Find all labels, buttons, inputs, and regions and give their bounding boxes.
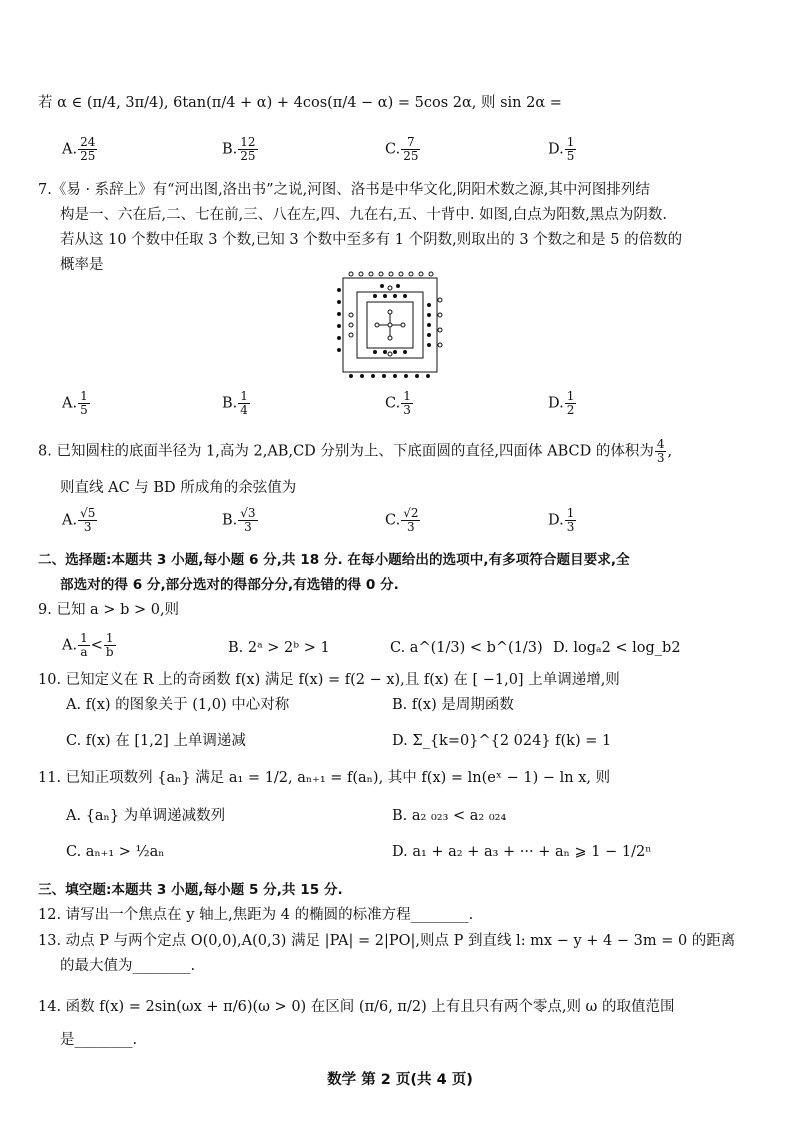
q9-option-c: C. a^(1/3) < b^(1/3) xyxy=(390,640,543,656)
frac-num: 4 xyxy=(656,437,665,451)
white-dot xyxy=(419,272,423,276)
section-2-heading-line-1: 二、选择题:本题共 3 小题,每小题 6 分,共 18 分. 在每小题给出的选项中,有多项符合题目要求,全 xyxy=(38,552,630,568)
question-14-line-1: 14. 函数 f(x) = 2sin(ωx + π/6)(ω > 0) 在区间 (π/6, π/2) 上有且只有两个零点,则 ω 的取值范围 xyxy=(38,999,675,1015)
frac-den: 3 xyxy=(403,403,411,417)
option-label: A. xyxy=(62,141,78,158)
q8-option-d xyxy=(548,507,577,534)
option-label: C. xyxy=(385,512,401,529)
black-dot xyxy=(371,374,375,378)
white-dot xyxy=(388,310,392,314)
white-dot xyxy=(349,333,353,337)
q11-option-b: B. a₂ ₀₂₃ < a₂ ₀₂₄ xyxy=(392,808,507,824)
q7-option-b xyxy=(222,390,251,417)
black-dot xyxy=(393,294,397,298)
question-7-line-2: 构是一、六在后,二、七在前,三、八在左,四、九在右,五、十背中. 如图,白点为阳数,黑点为阴数. xyxy=(60,207,667,223)
q8-stem-comma: , xyxy=(667,443,673,460)
white-dot xyxy=(379,272,383,276)
question-12: 12. 请写出一个焦点在 y 轴上,焦距为 4 的椭圆的标准方程________. xyxy=(38,907,474,923)
white-dot xyxy=(349,313,353,317)
option-label: D. xyxy=(548,141,564,158)
frac-num: 1 xyxy=(80,389,88,403)
black-dot xyxy=(427,343,431,347)
black-dot xyxy=(427,333,431,337)
white-dot xyxy=(429,272,433,276)
frac-den: 3 xyxy=(407,520,415,534)
frac-num: √3 xyxy=(240,506,256,520)
black-dot xyxy=(427,313,431,317)
q11-option-c: C. aₙ₊₁ > ½aₙ xyxy=(66,844,165,860)
black-dot xyxy=(337,288,341,292)
white-dot xyxy=(369,272,373,276)
relation-symbol: < xyxy=(90,637,103,654)
question-7-line-1: 7.《易 · 系辞上》有“河出图,洛出书”之说,河图、洛书是中华文化,阴阳术数之源,其中河图排列结 xyxy=(38,182,650,198)
black-dot xyxy=(337,312,341,316)
frac-num: 1 xyxy=(240,389,248,403)
question-13-line-1: 13. 动点 P 与两个定点 O(0,0),A(0,3) 满足 |PA| = 2|PO|,则点 P 到直线 l: mx − y + 4 − 3m = 0 的距离 xyxy=(38,933,736,949)
black-dot xyxy=(393,350,397,354)
white-dot xyxy=(375,323,379,327)
white-dot xyxy=(399,272,403,276)
black-dot xyxy=(337,348,341,352)
black-dot xyxy=(403,350,407,354)
frac-den: 25 xyxy=(240,149,256,163)
black-dot xyxy=(393,374,397,378)
q8-option-a xyxy=(62,507,98,534)
white-dot xyxy=(409,272,413,276)
white-dot xyxy=(438,313,442,317)
q6-option-c xyxy=(385,136,421,163)
section-2-heading-line-2: 部选对的得 6 分,部分选对的得部分分,有选错的得 0 分. xyxy=(60,577,399,593)
white-dot xyxy=(388,336,392,340)
black-dot xyxy=(404,374,408,378)
option-label: C. xyxy=(385,395,401,412)
frac-den: b xyxy=(105,645,114,659)
q8-stem-text: 8. 已知圆柱的底面半径为 1,高为 2,AB,CD 分别为上、下底面圆的直径,四面体 ABCD 的体积为 xyxy=(38,443,654,460)
white-dot xyxy=(438,298,442,302)
frac-den: 5 xyxy=(80,403,88,417)
section-3-heading: 三、填空题:本题共 3 小题,每小题 5 分,共 15 分. xyxy=(38,882,343,898)
question-8-line-1 xyxy=(38,438,672,465)
frac-num: 1 xyxy=(80,631,88,645)
frac-num: 1 xyxy=(566,506,575,520)
black-dot xyxy=(337,324,341,328)
frac-den: 3 xyxy=(566,520,575,534)
question-13-line-2: 的最大值为________. xyxy=(60,958,196,974)
black-dot xyxy=(427,323,431,327)
frac-num: 1 xyxy=(566,389,575,403)
black-dot xyxy=(373,350,377,354)
black-dot xyxy=(380,284,384,288)
white-dot xyxy=(359,272,363,276)
q9-option-a xyxy=(62,632,117,659)
question-11-stem: 11. 已知正项数列 {aₙ} 满足 a₁ = 1/2, aₙ₊₁ = f(aₙ), 其中 f(x) = ln(eˣ − 1) − ln x, 则 xyxy=(38,770,611,786)
q11-option-a: A. {aₙ} 为单调递减数列 xyxy=(66,808,226,824)
white-dot xyxy=(438,328,442,332)
question-10-stem: 10. 已知定义在 R 上的奇函数 f(x) 满足 f(x) = f(2 − x),且 f(x) 在 [ −1,0] 上单调递增,则 xyxy=(38,672,620,688)
q6-option-a xyxy=(62,136,98,163)
black-dot xyxy=(383,350,387,354)
q10-option-d: D. Σ_{k=0}^{2 024} f(k) = 1 xyxy=(392,733,612,749)
question-8-line-2: 则直线 AC 与 BD 所成角的余弦值为 xyxy=(60,480,297,496)
black-dot xyxy=(337,300,341,304)
q7-option-c xyxy=(385,390,414,417)
question-14-line-2: 是________. xyxy=(60,1032,138,1048)
white-dot xyxy=(438,343,442,347)
white-dot xyxy=(349,272,353,276)
q6-option-b xyxy=(222,136,259,163)
option-label: D. xyxy=(548,512,564,529)
hetu-diagram xyxy=(335,270,445,380)
option-label: B. xyxy=(222,395,238,412)
question-9-stem: 9. 已知 a > b > 0,则 xyxy=(38,602,180,618)
black-dot xyxy=(373,294,377,298)
q9-option-b: B. 2ᵃ > 2ᵇ > 1 xyxy=(228,640,330,656)
white-dot xyxy=(388,352,392,356)
frac-den: 25 xyxy=(80,149,96,163)
option-label: A. xyxy=(62,512,78,529)
black-dot xyxy=(383,294,387,298)
option-label: A. xyxy=(62,637,78,654)
frac-den: 25 xyxy=(403,149,419,163)
question-6-stem: 若 α ∈ (π/4, 3π/4), 6tan(π/4 + α) + 4cos(π/4 − α) = 5cos 2α, 则 sin 2α = xyxy=(38,95,562,111)
q11-option-d: D. a₁ + a₂ + a₃ + ··· + aₙ ⩾ 1 − 1/2ⁿ xyxy=(392,844,652,860)
frac-num: 7 xyxy=(401,136,420,150)
frac-den: 4 xyxy=(240,403,248,417)
question-7-line-4: 概率是 xyxy=(60,257,104,273)
black-dot xyxy=(426,374,430,378)
black-dot xyxy=(360,374,364,378)
black-dot xyxy=(382,374,386,378)
q8-option-c xyxy=(385,507,421,534)
white-dot xyxy=(389,272,393,276)
frac-den: 3 xyxy=(656,451,665,465)
frac-den: a xyxy=(80,645,88,659)
frac-num: 1 xyxy=(403,389,411,403)
option-label: B. xyxy=(222,512,238,529)
option-label: A. xyxy=(62,395,78,412)
q7-option-a xyxy=(62,390,91,417)
black-dot xyxy=(349,374,353,378)
white-dot xyxy=(401,323,405,327)
black-dot xyxy=(396,284,400,288)
frac-num: 12 xyxy=(240,135,256,149)
option-label: D. xyxy=(548,395,564,412)
option-label: C. xyxy=(385,141,401,158)
frac-num: 24 xyxy=(80,135,96,149)
white-dot xyxy=(388,323,392,327)
frac-den: 5 xyxy=(566,149,575,163)
frac-num: √2 xyxy=(403,506,419,520)
frac-den: 3 xyxy=(83,520,92,534)
black-dot xyxy=(427,303,431,307)
q6-option-d xyxy=(548,136,577,163)
q10-option-a: A. f(x) 的图象关于 (1,0) 中心对称 xyxy=(66,697,290,713)
q9-option-d: D. logₐ2 < log_b2 xyxy=(553,640,681,656)
page-footer: 数学 第 2 页(共 4 页) xyxy=(327,1072,473,1088)
q10-option-b: B. f(x) 是周期函数 xyxy=(392,697,514,713)
frac-num: 1 xyxy=(104,632,116,646)
frac-num: 1 xyxy=(566,135,575,149)
question-7-line-3: 若从这 10 个数中任取 3 个数,已知 3 个数中至多有 1 个阴数,则取出的 3 个数之和是 5 的倍数的 xyxy=(60,232,683,248)
option-label: B. xyxy=(222,141,238,158)
white-dot xyxy=(349,323,353,327)
white-dot xyxy=(388,286,392,290)
q7-option-d xyxy=(548,390,577,417)
frac-den: 2 xyxy=(566,403,575,417)
black-dot xyxy=(337,336,341,340)
frac-den: 3 xyxy=(244,520,252,534)
q8-option-b xyxy=(222,507,259,534)
frac-num: √5 xyxy=(80,506,96,520)
black-dot xyxy=(415,374,419,378)
q10-option-c: C. f(x) 在 [1,2] 上单调递减 xyxy=(66,733,246,749)
black-dot xyxy=(403,294,407,298)
